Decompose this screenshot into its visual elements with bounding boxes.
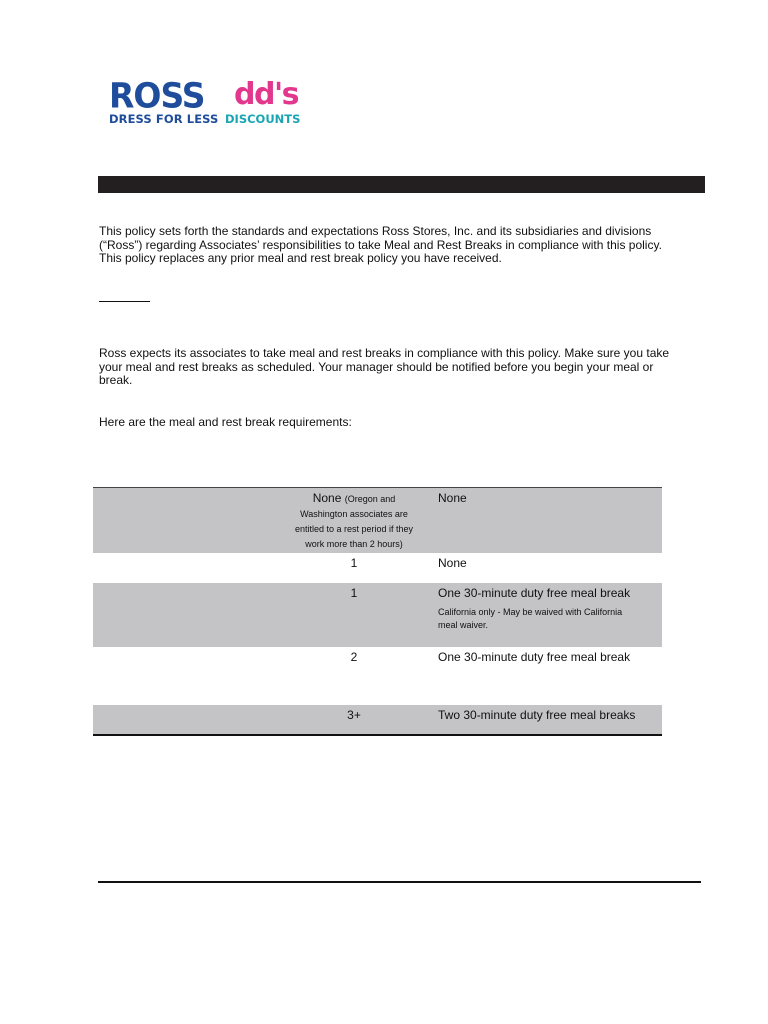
meal-break-value: Two 30-minute duty free meal breaks bbox=[438, 708, 636, 722]
rest-break-value: 1 bbox=[350, 586, 358, 600]
meal-break-cell bbox=[438, 586, 660, 631]
expectations-line: break. bbox=[99, 373, 133, 388]
meal-break-value: None bbox=[438, 491, 467, 505]
intro-line: (“Ross”) regarding Associates’ responsibilities to take Meal and Rest Breaks in compliance with this policy. bbox=[99, 237, 662, 252]
meal-break-value: None bbox=[438, 556, 467, 570]
dds-logo bbox=[225, 77, 315, 126]
table-row bbox=[93, 488, 662, 553]
rest-break-note-line: work more than 2 hours) bbox=[305, 539, 403, 549]
section-heading-underline bbox=[99, 301, 150, 302]
table-row bbox=[93, 647, 662, 705]
meal-break-cell bbox=[438, 491, 660, 505]
policy-title-bar bbox=[98, 176, 705, 193]
rest-break-value: 3+ bbox=[347, 708, 361, 722]
rest-break-value: 1 bbox=[350, 556, 358, 570]
rest-break-cell bbox=[274, 586, 434, 600]
meal-break-value: One 30-minute duty free meal break bbox=[438, 650, 631, 664]
ross-logo-name: ROSS bbox=[109, 74, 205, 116]
ross-logo-tagline: DRESS FOR LESS bbox=[109, 112, 219, 126]
dds-logo-tagline: DISCOUNTS bbox=[225, 112, 301, 126]
meal-break-note bbox=[438, 606, 660, 631]
rest-break-note-line: entitled to a rest period if they bbox=[294, 524, 414, 534]
meal-break-note-line: California only - May be waived with California bbox=[438, 607, 623, 617]
intro-line: This policy sets forth the standards and expectations Ross Stores, Inc. and its subsidiaries and divisions bbox=[99, 224, 652, 238]
meal-break-cell bbox=[438, 650, 660, 664]
intro-paragraph bbox=[99, 225, 704, 266]
meal-break-cell bbox=[438, 708, 660, 722]
rest-break-cell bbox=[274, 556, 434, 570]
table-row bbox=[93, 583, 662, 647]
rest-break-note-line: Washington associates are bbox=[300, 509, 408, 519]
meal-break-value: One 30-minute duty free meal break bbox=[438, 586, 631, 600]
rest-break-note-line: (Oregon and bbox=[344, 494, 396, 504]
rest-break-cell bbox=[274, 650, 434, 664]
meal-rest-break-table bbox=[93, 487, 662, 736]
rest-break-cell bbox=[274, 491, 434, 551]
intro-line: This policy replaces any prior meal and rest break policy you have received. bbox=[99, 251, 502, 266]
rest-break-cell bbox=[274, 708, 434, 722]
table-row bbox=[93, 553, 662, 583]
meal-break-note-line: meal waiver. bbox=[438, 619, 489, 630]
dds-logo-name: dd's bbox=[234, 77, 298, 112]
ross-logo bbox=[109, 74, 219, 126]
expectations-paragraph bbox=[99, 347, 704, 388]
footer-divider bbox=[98, 881, 701, 883]
expectations-line: Ross expects its associates to take meal and rest breaks in compliance with this policy. Make sure you take bbox=[99, 346, 670, 360]
rest-break-value: 2 bbox=[350, 650, 358, 664]
table-row bbox=[93, 705, 662, 734]
expectations-line: your meal and rest breaks as scheduled. Your manager should be notified before you begin your meal or bbox=[99, 359, 654, 374]
meal-break-cell bbox=[438, 556, 660, 570]
requirements-intro: Here are the meal and rest break requirements: bbox=[99, 415, 352, 429]
rest-break-value: None bbox=[312, 491, 342, 505]
